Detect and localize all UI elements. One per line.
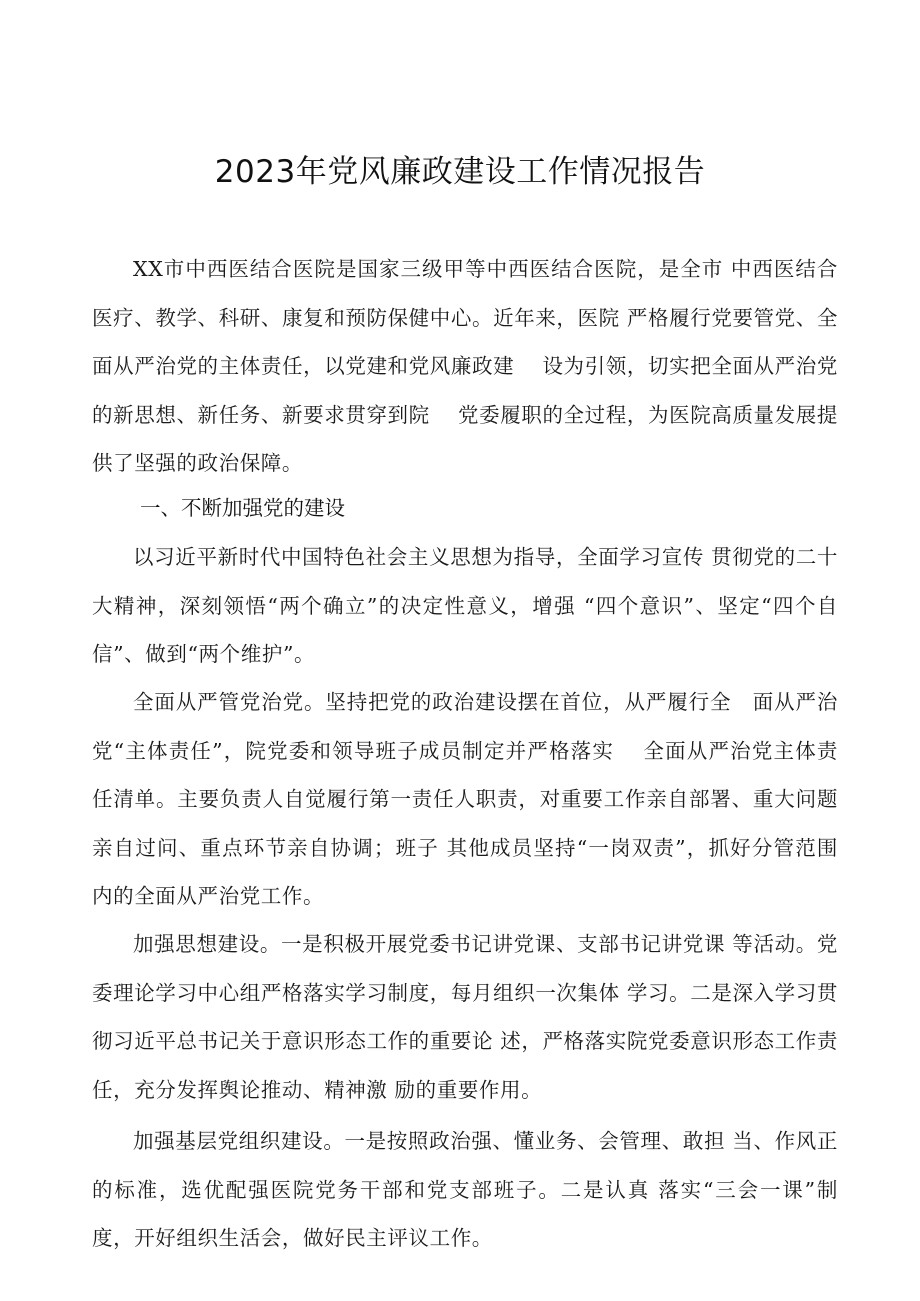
paragraph-ideological-building: 加强思想建设。一是积极开展党委书记讲党课、支部书记讲党课 等活动。党委理论学习中心组严格落实学习制度，每月组织一次集体 学习。二是深入学习贯彻习近平总书记关于意识形态工作的重要论 述，严格落实院党委意识形态工作责任，充分发挥舆论推动、精神激 励的重要作用。 <box>92 932 838 1102</box>
paragraph-guiding-ideology: 以习近平新时代中国特色社会主义思想为指导，全面学习宣传 贯彻党的二十大精神，深刻领悟“两个确立”的决定性意义，增强 “四个意识”、坚定“四个自信”、做到“两个维护”。 <box>92 545 838 666</box>
document-title: 2023年党风廉政建设工作情况报告 <box>214 154 706 190</box>
paragraph-strict-governance: 全面从严管党治党。坚持把党的政治建设摆在首位，从严履行全 面从严治党“主体责任”，院党委和领导班子成员制定并严格落实 全面从严治党主体责任清单。主要负责人自觉履行第一责任人职责，对重要工作亲自部署、重大问题亲自过问、重点环节亲自协调；班子 其他成员坚持“一岗双责”，抓好分管范围内的全面从严治党工作。 <box>92 690 838 908</box>
paragraph-grassroots-organization: 加强基层党组织建设。一是按照政治强、懂业务、会管理、敢担 当、作风正的标准，选优配强医院党务干部和党支部班子。二是认真 落实“三会一课”制度，开好组织生活会，做好民主评议工作。 <box>92 1129 838 1250</box>
section-heading-1: 一、不断加强党的建设 <box>140 496 345 520</box>
intro-paragraph: XX市中西医结合医院是国家三级甲等中西医结合医院，是全市 中西医结合医疗、教学、科研、康复和预防保健中心。近年来，医院 严格履行党要管党、全面从严治党的主体责任，以党建和党风廉政建 设为引领，切实把全面从严治党的新思想、新任务、新要求贯穿到院 党委履职的全过程，为医院高质量发展提供了坚强的政治保障。 <box>92 257 838 475</box>
